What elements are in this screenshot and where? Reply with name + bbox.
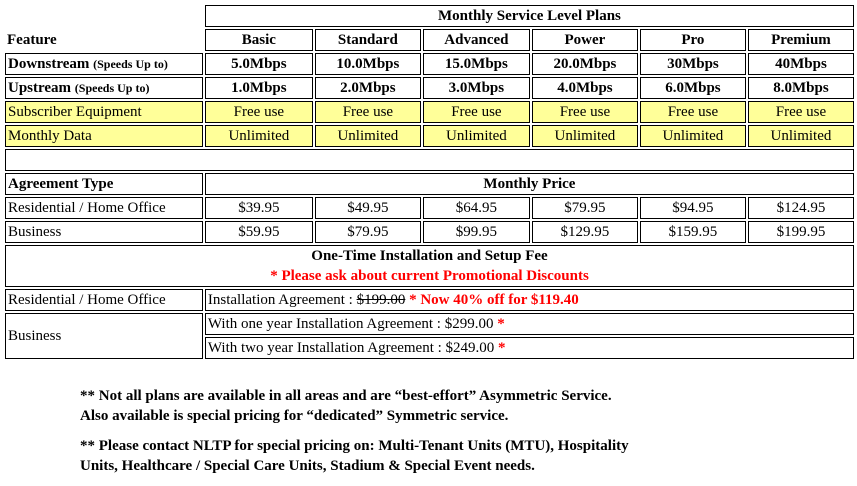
upstream-advanced: 3.0Mbps bbox=[423, 77, 530, 99]
plans-header-row bbox=[5, 29, 854, 51]
installation-header-row bbox=[5, 245, 854, 287]
data-pro: Unlimited bbox=[640, 125, 746, 147]
plan-header-standard: Standard bbox=[315, 29, 421, 51]
plan-header-pro: Pro bbox=[640, 29, 746, 51]
note-special-pricing: ** Please contact NLTP for special pricing on: Multi-Tenant Units (MTU), Hospitality Units, Healthcare / Special Care Units, Stadium & Special Event needs. bbox=[80, 438, 629, 474]
agreement-type-header: Agreement Type bbox=[5, 173, 203, 195]
residential-price-label: Residential / Home Office bbox=[5, 197, 203, 219]
equipment-pro: Free use bbox=[640, 101, 746, 123]
downstream-row bbox=[5, 53, 854, 75]
upstream-power: 4.0Mbps bbox=[532, 77, 638, 99]
residential-install-label: Residential / Home Office bbox=[5, 289, 203, 311]
residential-install-offer: Installation Agreement : $199.00 * Now 40% off for $119.40 bbox=[205, 289, 854, 311]
spacer-row bbox=[5, 149, 854, 171]
downstream-label: Downstream (Speeds Up to) bbox=[5, 53, 203, 75]
monthly-data-label: Monthly Data bbox=[5, 125, 203, 147]
promo-notice: * Please ask about current Promotional Discounts bbox=[270, 268, 589, 284]
downstream-basic: 5.0Mbps bbox=[205, 53, 313, 75]
upstream-basic: 1.0Mbps bbox=[205, 77, 313, 99]
old-price: $199.00 bbox=[356, 292, 406, 308]
equipment-power: Free use bbox=[532, 101, 638, 123]
discount-offer: * Now 40% off for $119.40 bbox=[409, 292, 579, 308]
business-price-standard: $79.95 bbox=[315, 221, 421, 243]
data-advanced: Unlimited bbox=[423, 125, 530, 147]
data-power: Unlimited bbox=[532, 125, 638, 147]
installation-header bbox=[5, 245, 854, 287]
footnotes bbox=[80, 386, 840, 486]
business-price-label: Business bbox=[5, 221, 203, 243]
asterisk-mark: * bbox=[498, 340, 506, 356]
downstream-pro: 30Mbps bbox=[640, 53, 746, 75]
upstream-standard: 2.0Mbps bbox=[315, 77, 421, 99]
upstream-premium: 8.0Mbps bbox=[748, 77, 854, 99]
business-install-two-year: With two year Installation Agreement : $249.00 * bbox=[205, 337, 854, 359]
downstream-premium: 40Mbps bbox=[748, 53, 854, 75]
data-basic: Unlimited bbox=[205, 125, 313, 147]
downstream-standard: 10.0Mbps bbox=[315, 53, 421, 75]
downstream-power: 20.0Mbps bbox=[532, 53, 638, 75]
data-premium: Unlimited bbox=[748, 125, 854, 147]
plan-header-premium: Premium bbox=[748, 29, 854, 51]
residential-price-standard: $49.95 bbox=[315, 197, 421, 219]
business-price-pro: $159.95 bbox=[640, 221, 746, 243]
plans-table-title: Monthly Service Level Plans bbox=[205, 5, 854, 27]
business-install-one-year: With one year Installation Agreement : $299.00 * bbox=[205, 313, 854, 335]
price-header-row bbox=[5, 173, 854, 195]
data-standard: Unlimited bbox=[315, 125, 421, 147]
downstream-advanced: 15.0Mbps bbox=[423, 53, 530, 75]
business-install-row-1 bbox=[5, 313, 854, 335]
monthly-price-title: Monthly Price bbox=[205, 173, 854, 195]
residential-price-row bbox=[5, 197, 854, 219]
business-price-premium: $199.95 bbox=[748, 221, 854, 243]
business-price-power: $129.95 bbox=[532, 221, 638, 243]
business-price-row bbox=[5, 221, 854, 243]
plans-title-row bbox=[5, 5, 854, 27]
business-install-label: Business bbox=[5, 313, 203, 359]
upstream-row bbox=[5, 77, 854, 99]
residential-price-advanced: $64.95 bbox=[423, 197, 530, 219]
residential-price-power: $79.95 bbox=[532, 197, 638, 219]
residential-price-premium: $124.95 bbox=[748, 197, 854, 219]
plan-header-advanced: Advanced bbox=[423, 29, 530, 51]
equipment-label: Subscriber Equipment bbox=[5, 101, 203, 123]
business-price-advanced: $99.95 bbox=[423, 221, 530, 243]
equipment-row bbox=[5, 101, 854, 123]
monthly-data-row bbox=[5, 125, 854, 147]
upstream-pro: 6.0Mbps bbox=[640, 77, 746, 99]
residential-install-row bbox=[5, 289, 854, 311]
residential-price-pro: $94.95 bbox=[640, 197, 746, 219]
note-availability: ** Not all plans are available in all areas and are “best-effort” Asymmetric Service. Also available is special pricing for “dedicated” Symmetric service. bbox=[80, 388, 612, 424]
equipment-standard: Free use bbox=[315, 101, 421, 123]
plan-header-basic: Basic bbox=[205, 29, 313, 51]
installation-title: One-Time Installation and Setup Fee bbox=[311, 248, 548, 264]
upstream-label: Upstream (Speeds Up to) bbox=[5, 77, 203, 99]
service-plans-table bbox=[3, 3, 856, 361]
equipment-advanced: Free use bbox=[423, 101, 530, 123]
equipment-basic: Free use bbox=[205, 101, 313, 123]
asterisk-mark: * bbox=[497, 316, 505, 332]
equipment-premium: Free use bbox=[748, 101, 854, 123]
business-price-basic: $59.95 bbox=[205, 221, 313, 243]
plan-header-power: Power bbox=[532, 29, 638, 51]
residential-price-basic: $39.95 bbox=[205, 197, 313, 219]
feature-header: Feature bbox=[7, 32, 57, 48]
